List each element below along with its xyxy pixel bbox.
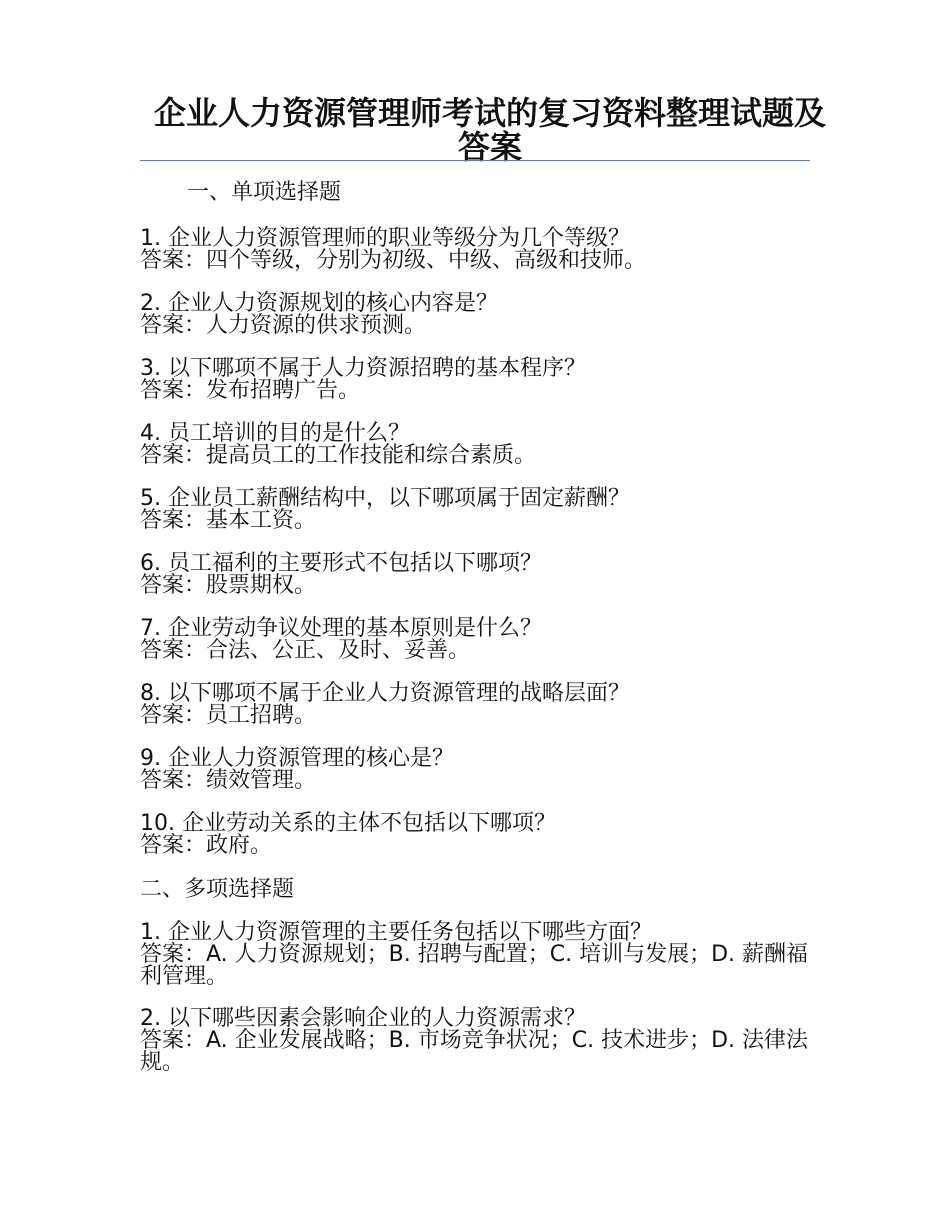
answer-text: 答案：绩效管理。 <box>140 768 317 793</box>
question-text: 2. 以下哪些因素会影响企业的人力资源需求？ <box>140 1006 586 1031</box>
question-text: 2. 企业人力资源规划的核心内容是？ <box>140 291 498 316</box>
question-item <box>140 553 810 597</box>
answer-text: 答案：人力资源的供求预测。 <box>140 313 427 338</box>
question-text: 4. 员工培训的目的是什么？ <box>140 421 410 446</box>
question-text: 9. 企业人力资源管理的核心是？ <box>140 746 454 771</box>
question-item <box>140 293 810 337</box>
answer-text: 答案：四个等级，分别为初级、中级、高级和技师。 <box>140 248 647 273</box>
answer-text: 答案：合法、公正、及时、妥善。 <box>140 638 471 663</box>
answer-text: 答案：发布招聘广告。 <box>140 378 361 403</box>
question-item <box>140 423 810 467</box>
question-item <box>140 813 810 857</box>
title-underline <box>140 160 810 161</box>
question-text: 1. 企业人力资源管理师的职业等级分为几个等级？ <box>140 226 630 251</box>
answer-text: 答案：基本工资。 <box>140 508 317 533</box>
question-text: 10. 企业劳动关系的主体不包括以下哪项？ <box>140 811 556 836</box>
question-text: 1. 企业人力资源管理的主要任务包括以下哪些方面？ <box>140 920 652 945</box>
question-item <box>140 488 810 532</box>
answer-text: 答案：股票期权。 <box>140 573 317 598</box>
answer-text: 答案：员工招聘。 <box>140 703 317 728</box>
answer-text: 答案：A. 人力资源规划；B. 招聘与配置；C. 培训与发展；D. 薪酬福利管理。 <box>140 942 809 989</box>
question-text: 5. 企业员工薪酬结构中，以下哪项属于固定薪酬？ <box>140 486 630 511</box>
question-item <box>140 618 810 662</box>
answer-text: 答案：提高员工的工作技能和综合素质。 <box>140 443 537 468</box>
question-item <box>140 358 810 402</box>
question-item <box>140 748 810 792</box>
question-text: 3. 以下哪项不属于人力资源招聘的基本程序？ <box>140 356 586 381</box>
section-heading-multiple-choice: 二、多项选择题 <box>140 877 295 902</box>
answer-text: 答案：政府。 <box>140 833 273 858</box>
question-item <box>140 1008 810 1074</box>
question-text: 8. 以下哪项不属于企业人力资源管理的战略层面？ <box>140 681 630 706</box>
answer-text: 答案：A. 企业发展战略；B. 市场竞争状况；C. 技术进步；D. 法律法规。 <box>140 1028 809 1075</box>
question-text: 6. 员工福利的主要形式不包括以下哪项？ <box>140 551 542 576</box>
question-item <box>140 922 810 988</box>
section-heading-single-choice: 一、单项选择题 <box>187 180 342 205</box>
question-text: 7. 企业劳动争议处理的基本原则是什么？ <box>140 616 542 641</box>
question-item <box>140 683 810 727</box>
document-title: 企业人力资源管理师考试的复习资料整理试题及答案 <box>153 94 826 166</box>
question-item <box>140 228 810 272</box>
